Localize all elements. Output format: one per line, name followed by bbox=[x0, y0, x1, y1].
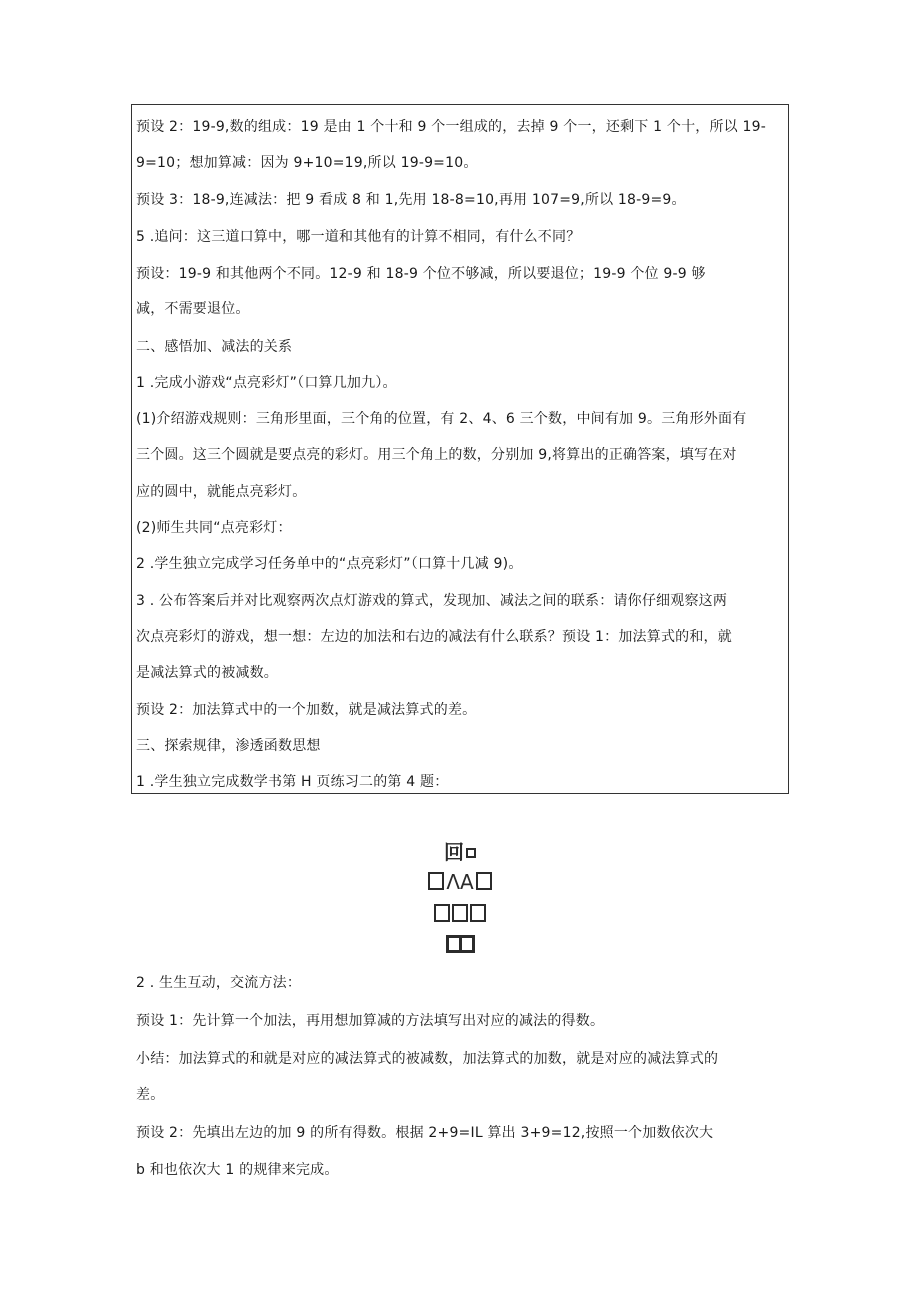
blank-box bbox=[470, 904, 486, 922]
text-line: 三个圆。这三个圆就是要点亮的彩灯。用三个角上的数，分别加 9,将算出的正确答案，填写在对 bbox=[136, 447, 737, 463]
text-line: (2)师生共同“点亮彩灯： bbox=[136, 520, 292, 536]
blank-box bbox=[466, 848, 476, 858]
figure-row-1 bbox=[0, 842, 920, 862]
text-line: 次点亮彩灯的游戏，想一想：左边的加法和右边的减法有什么联系？预设 1：加法算式的和，就 bbox=[136, 629, 732, 645]
text-line: b 和也依次大 1 的规律来完成。 bbox=[136, 1162, 339, 1178]
text-line: 预设 2：先填出左边的加 9 的所有得数。根据 2+9=IL 算出 3+9=12,按照一个加数依次大 bbox=[136, 1125, 714, 1141]
section-heading: 三、探索规律，渗透函数思想 bbox=[136, 738, 321, 754]
section-heading: 二、感悟加、减法的关系 bbox=[136, 339, 293, 355]
figure-row-4 bbox=[0, 935, 920, 953]
text-line: 1 .学生独立完成数学书第 H 页练习二的第 4 题： bbox=[136, 774, 449, 790]
text-line: 小结：加法算式的和就是对应的减法算式的被减数，加法算式的加数，就是对应的减法算式的 bbox=[136, 1051, 719, 1067]
blank-box bbox=[476, 872, 492, 890]
figure-row-3 bbox=[0, 904, 920, 922]
blank-box bbox=[434, 904, 450, 922]
text-line: 1 .完成小游戏“点亮彩灯”（口算几加九）。 bbox=[136, 375, 397, 391]
figure-row-2 bbox=[0, 872, 920, 892]
figure-glyph: 回 bbox=[444, 840, 464, 864]
text-line: 预设 2：加法算式中的一个加数，就是减法算式的差。 bbox=[136, 702, 477, 718]
text-line: 预设 2：19-9,数的组成：19 是由 1 个十和 9 个一组成的，去掉 9 个一，还剩下 1 个十，所以 19- bbox=[136, 119, 766, 135]
text-line: 应的圆中，就能点亮彩灯。 bbox=[136, 484, 307, 500]
text-line: 减，不需要退位。 bbox=[136, 301, 250, 317]
text-line: 预设 3：18-9,连减法：把 9 看成 8 和 1,先用 18-8=10,再用 107=9,所以 18-9=9。 bbox=[136, 192, 686, 208]
text-line: (1)介绍游戏规则：三角形里面，三个角的位置，有 2、4、6 三个数，中间有加 9。三角形外面有 bbox=[136, 411, 747, 427]
text-line: 差。 bbox=[136, 1087, 165, 1103]
blank-box bbox=[459, 935, 475, 953]
text-line: 是减法算式的被减数。 bbox=[136, 665, 278, 681]
text-line: 9=10；想加算减：因为 9+10=19,所以 19-9=10。 bbox=[136, 155, 478, 171]
text-line: 2 . 生生互动，交流方法： bbox=[136, 975, 302, 991]
text-line: 预设 1：先计算一个加法，再用想加算减的方法填写出对应的减法的得数。 bbox=[136, 1013, 605, 1029]
text-line: 3 . 公布答案后并对比观察两次点灯游戏的算式，发现加、减法之间的联系：请你仔细观察这两 bbox=[136, 593, 728, 609]
text-line: 5 .追问：这三道口算中，哪一道和其他有的计算不相同，有什么不同？ bbox=[136, 229, 581, 245]
triangle-glyph: ΛA bbox=[446, 870, 474, 894]
blank-box bbox=[428, 872, 444, 890]
text-line: 预设：19-9 和其他两个不同。12-9 和 18-9 个位不够减，所以要退位；19-9 个位 9-9 够 bbox=[136, 266, 706, 282]
blank-box bbox=[452, 904, 468, 922]
text-line: 2 .学生独立完成学习任务单中的“点亮彩灯”（口算十几减 9)。 bbox=[136, 556, 523, 572]
